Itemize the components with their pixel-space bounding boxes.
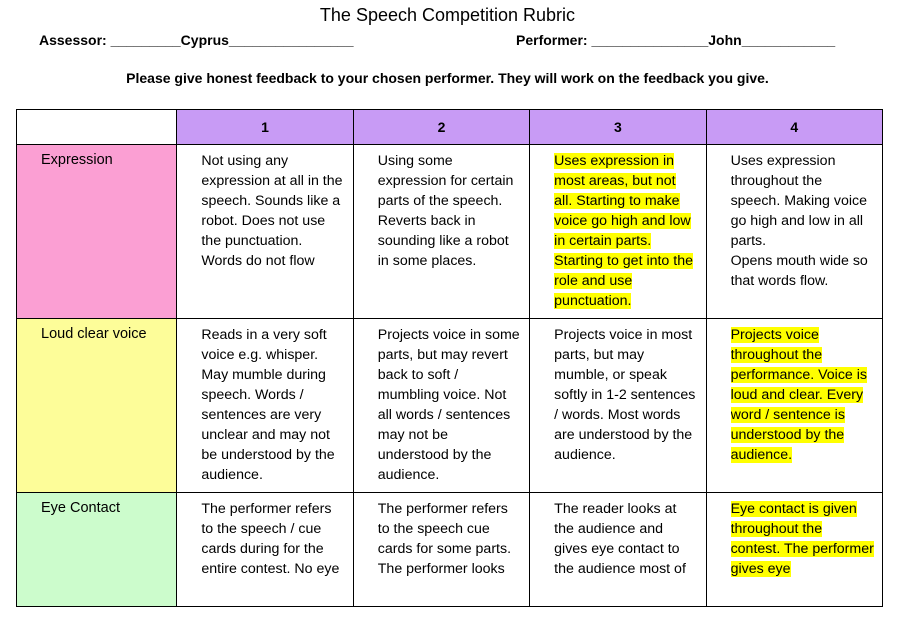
descriptor-cell-selected — [706, 493, 882, 607]
level-1-header: 1 — [177, 110, 353, 145]
descriptor-cell — [530, 319, 706, 493]
highlighted-descriptor-text: Eye contact is given throughout the contest. The performer gives eye — [730, 501, 874, 577]
descriptor-text: Not using any expression at all in the speech. Sounds like a robot. Does not use the punctuation. Words do not flow — [201, 153, 343, 269]
level-2-header: 2 — [353, 110, 529, 145]
descriptor-cell — [353, 493, 529, 607]
rubric-row-loud-clear-voice — [17, 319, 883, 493]
descriptor-cell — [177, 493, 353, 607]
criterion-label: Expression — [17, 145, 177, 319]
descriptor-text: The performer refers to the speech cue cards for some parts. The performer looks — [377, 501, 512, 577]
descriptor-cell — [353, 319, 529, 493]
descriptor-text: The performer refers to the speech / cue cards during for the entire contest. No eye — [201, 501, 340, 577]
performer-field: Performer: _______________John____________ — [516, 32, 836, 48]
rubric-row-eye-contact — [17, 493, 883, 607]
descriptor-cell — [706, 145, 882, 319]
descriptor-text: Using some expression for certain parts of the speech. Reverts back in sounding like a robot in some places. — [377, 153, 514, 269]
assessor-field: Assessor: _________Cyprus________________ — [39, 32, 354, 48]
descriptor-cell — [177, 319, 353, 493]
descriptor-text: Reads in a very soft voice e.g. whisper. May mumble during speech. Words / sentences are very unclear and may not be understood by the audience. — [201, 327, 335, 483]
header-corner-cell — [17, 110, 177, 145]
descriptor-cell — [177, 145, 353, 319]
level-3-header: 3 — [530, 110, 706, 145]
instructions-text: Please give honest feedback to your chosen performer. They will work on the feedback you give. — [126, 70, 769, 86]
descriptor-cell-selected — [706, 319, 882, 493]
level-4-header: 4 — [706, 110, 882, 145]
descriptor-text: The reader looks at the audience and gives eye contact to the audience most of — [554, 501, 686, 577]
rubric-row-expression — [17, 145, 883, 319]
criterion-label: Loud clear voice — [17, 319, 177, 493]
highlighted-descriptor-text: Projects voice throughout the performance. Voice is loud and clear. Every word / sentence is understood by the audience. — [730, 327, 868, 463]
descriptor-cell-selected — [530, 145, 706, 319]
descriptor-cell — [353, 145, 529, 319]
descriptor-cell — [530, 493, 706, 607]
criterion-label: Eye Contact — [17, 493, 177, 607]
descriptor-text: Projects voice in some parts, but may revert back to soft / mumbling voice. Not all words / sentences may not be understood by the audience. — [377, 327, 520, 483]
page-title: The Speech Competition Rubric — [319, 5, 576, 25]
descriptor-text: Uses expression throughout the speech. Making voice go high and low in all parts. Opens mouth wide so that words flow. — [730, 153, 868, 289]
header-row — [17, 110, 883, 145]
rubric-table — [16, 109, 883, 607]
descriptor-text: Projects voice in most parts, but may mumble, or speak softly in 1-2 sentences / words. Most words are understood by the audience. — [554, 327, 696, 463]
highlighted-descriptor-text: Uses expression in most areas, but not all. Starting to make voice go high and low in certain parts. Starting to get into the role and use punctuation. — [554, 153, 693, 309]
